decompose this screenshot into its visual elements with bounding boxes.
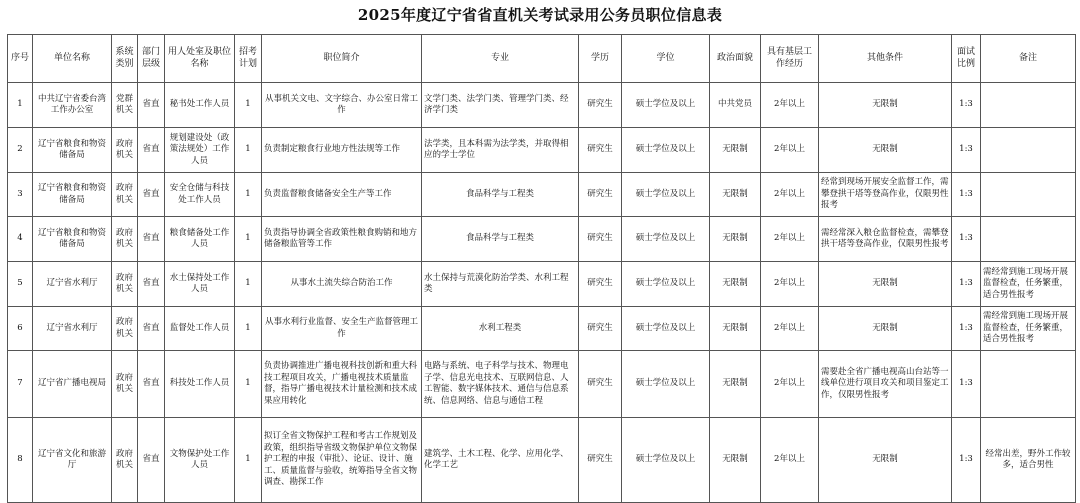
cell-intro: 从事机关文电、文字综合、办公室日常工作 [262, 83, 422, 128]
cell-grassroots: 2年以上 [761, 307, 819, 351]
cell-grassroots: 2年以上 [761, 418, 819, 503]
cell-level: 省直 [138, 351, 165, 418]
cell-no: 4 [8, 217, 33, 262]
table-row [8, 262, 1076, 307]
cell-political: 中共党员 [710, 83, 761, 128]
cell-intro: 负责制定粮食行业地方性法规等工作 [262, 128, 422, 173]
cell-major: 文学门类、法学门类、管理学门类、经济学门类 [422, 83, 579, 128]
cell-degree: 硕士学位及以上 [622, 83, 710, 128]
cell-note [981, 83, 1076, 128]
cell-plan: 1 [235, 307, 262, 351]
header-intro: 职位简介 [262, 35, 422, 83]
cell-political: 无限制 [710, 173, 761, 217]
cell-level: 省直 [138, 307, 165, 351]
cell-grassroots: 2年以上 [761, 262, 819, 307]
table-row [8, 128, 1076, 173]
cell-system: 政府机关 [112, 418, 138, 503]
cell-intro: 拟订全省文物保护工程和考古工作规划及政策，组织指导省级文物保护单位文物保护工程的申报（审批）、论证、设计、施工、质量监督与验收，统筹指导全省文物调查、勘探工作 [262, 418, 422, 503]
cell-political: 无限制 [710, 307, 761, 351]
cell-position: 粮食储备处工作人员 [165, 217, 235, 262]
cell-ratio: 1:3 [952, 307, 981, 351]
cell-other: 无限制 [819, 307, 952, 351]
cell-degree: 硕士学位及以上 [622, 307, 710, 351]
cell-ratio: 1:3 [952, 173, 981, 217]
header-system: 系统类别 [112, 35, 138, 83]
cell-level: 省直 [138, 83, 165, 128]
cell-note [981, 173, 1076, 217]
cell-degree: 硕士学位及以上 [622, 262, 710, 307]
header-political: 政治面貌 [710, 35, 761, 83]
header-position: 用人处室及职位名称 [165, 35, 235, 83]
cell-degree: 硕士学位及以上 [622, 217, 710, 262]
cell-plan: 1 [235, 217, 262, 262]
cell-major: 法学类，且本科需为法学类，并取得相应的学士学位 [422, 128, 579, 173]
cell-political: 无限制 [710, 418, 761, 503]
cell-unit: 辽宁省粮食和物资储备局 [33, 173, 112, 217]
cell-edu: 研究生 [579, 262, 622, 307]
header-edu: 学历 [579, 35, 622, 83]
cell-intro: 从事水土流失综合防治工作 [262, 262, 422, 307]
cell-position: 秘书处工作人员 [165, 83, 235, 128]
cell-intro: 从事水利行业监督、安全生产监督管理工作 [262, 307, 422, 351]
cell-unit: 辽宁省广播电视局 [33, 351, 112, 418]
cell-no: 3 [8, 173, 33, 217]
cell-ratio: 1:3 [952, 83, 981, 128]
cell-political: 无限制 [710, 262, 761, 307]
cell-major: 水利工程类 [422, 307, 579, 351]
cell-edu: 研究生 [579, 307, 622, 351]
cell-plan: 1 [235, 83, 262, 128]
cell-unit: 辽宁省水利厅 [33, 262, 112, 307]
cell-unit: 中共辽宁省委台湾工作办公室 [33, 83, 112, 128]
cell-position: 科技处工作人员 [165, 351, 235, 418]
cell-position: 水土保持处工作人员 [165, 262, 235, 307]
cell-other: 无限制 [819, 418, 952, 503]
cell-major: 电路与系统、电子科学与技术、物理电子学、信息光电技术、互联网信息、人工智能、数字媒体技术、通信与信息系统、信息网络、信息与通信工程 [422, 351, 579, 418]
cell-intro: 负责监督粮食储备安全生产等工作 [262, 173, 422, 217]
cell-no: 7 [8, 351, 33, 418]
cell-system: 政府机关 [112, 217, 138, 262]
cell-degree: 硕士学位及以上 [622, 173, 710, 217]
cell-unit: 辽宁省水利厅 [33, 307, 112, 351]
cell-no: 8 [8, 418, 33, 503]
cell-major: 食品科学与工程类 [422, 217, 579, 262]
cell-intro: 负责协调推进广播电视科技创新和重大科技工程项目攻关，广播电视技术质量监督，指导广播电视技术计量检测和技术成果应用转化 [262, 351, 422, 418]
header-unit: 单位名称 [33, 35, 112, 83]
cell-position: 文物保护处工作人员 [165, 418, 235, 503]
cell-unit: 辽宁省粮食和物资储备局 [33, 217, 112, 262]
cell-system: 政府机关 [112, 173, 138, 217]
cell-system: 政府机关 [112, 262, 138, 307]
header-level: 部门层级 [138, 35, 165, 83]
cell-ratio: 1:3 [952, 128, 981, 173]
cell-degree: 硕士学位及以上 [622, 128, 710, 173]
header-row [8, 35, 1076, 83]
cell-plan: 1 [235, 262, 262, 307]
cell-note [981, 128, 1076, 173]
header-grassroots: 具有基层工作经历 [761, 35, 819, 83]
header-ratio: 面试比例 [952, 35, 981, 83]
cell-political: 无限制 [710, 128, 761, 173]
cell-level: 省直 [138, 217, 165, 262]
cell-no: 6 [8, 307, 33, 351]
table-row [8, 307, 1076, 351]
cell-edu: 研究生 [579, 217, 622, 262]
cell-ratio: 1:3 [952, 418, 981, 503]
table-row [8, 217, 1076, 262]
cell-grassroots: 2年以上 [761, 217, 819, 262]
header-no: 序号 [8, 35, 33, 83]
cell-major: 水土保持与荒漠化防治学类、水利工程类 [422, 262, 579, 307]
cell-edu: 研究生 [579, 418, 622, 503]
header-note: 备注 [981, 35, 1076, 83]
cell-major: 食品科学与工程类 [422, 173, 579, 217]
cell-plan: 1 [235, 128, 262, 173]
cell-grassroots: 2年以上 [761, 128, 819, 173]
cell-ratio: 1:3 [952, 262, 981, 307]
table-row [8, 351, 1076, 418]
cell-unit: 辽宁省文化和旅游厅 [33, 418, 112, 503]
cell-grassroots: 2年以上 [761, 351, 819, 418]
header-major: 专业 [422, 35, 579, 83]
cell-position: 监督处工作人员 [165, 307, 235, 351]
cell-political: 无限制 [710, 351, 761, 418]
cell-ratio: 1:3 [952, 351, 981, 418]
cell-other: 经常到现场开展安全监督工作，需攀登拱干塔等登高作业，仅限男性报考 [819, 173, 952, 217]
header-plan: 招考计划 [235, 35, 262, 83]
cell-other: 无限制 [819, 83, 952, 128]
header-degree: 学位 [622, 35, 710, 83]
cell-other: 需要赴全省广播电视高山台站等一线单位进行项目攻关和项目鉴定工作，仅限男性报考 [819, 351, 952, 418]
cell-no: 5 [8, 262, 33, 307]
cell-note: 经常出差，野外工作较多，适合男性 [981, 418, 1076, 503]
cell-system: 政府机关 [112, 128, 138, 173]
cell-ratio: 1:3 [952, 217, 981, 262]
cell-other: 无限制 [819, 128, 952, 173]
cell-system: 党群机关 [112, 83, 138, 128]
page-title: 2025年度辽宁省省直机关考试录用公务员职位信息表 [357, 6, 723, 24]
cell-plan: 1 [235, 418, 262, 503]
cell-major: 建筑学、土木工程、化学、应用化学、化学工艺 [422, 418, 579, 503]
cell-intro: 负责指导协调全省政策性粮食购销和地方储备粮监管等工作 [262, 217, 422, 262]
cell-no: 2 [8, 128, 33, 173]
cell-level: 省直 [138, 418, 165, 503]
cell-grassroots: 2年以上 [761, 173, 819, 217]
cell-level: 省直 [138, 128, 165, 173]
cell-degree: 硕士学位及以上 [622, 351, 710, 418]
cell-position: 安全仓储与科技处工作人员 [165, 173, 235, 217]
cell-no: 1 [8, 83, 33, 128]
cell-system: 政府机关 [112, 351, 138, 418]
cell-level: 省直 [138, 262, 165, 307]
cell-note [981, 217, 1076, 262]
cell-plan: 1 [235, 173, 262, 217]
cell-other: 需经常深入粮仓监督检查，需攀登拱干塔等登高作业，仅限男性报考 [819, 217, 952, 262]
header-other: 其他条件 [819, 35, 952, 83]
cell-grassroots: 2年以上 [761, 83, 819, 128]
cell-edu: 研究生 [579, 83, 622, 128]
table-row [8, 418, 1076, 503]
table-row [8, 83, 1076, 128]
table-row [8, 173, 1076, 217]
cell-note: 需经常到施工现场开展监督检查，任务繁重，适合男性报考 [981, 307, 1076, 351]
cell-other: 无限制 [819, 262, 952, 307]
cell-edu: 研究生 [579, 128, 622, 173]
cell-note [981, 351, 1076, 418]
cell-note: 需经常到施工现场开展监督检查，任务繁重，适合男性报考 [981, 262, 1076, 307]
cell-system: 政府机关 [112, 307, 138, 351]
position-table [7, 34, 1076, 503]
cell-political: 无限制 [710, 217, 761, 262]
cell-unit: 辽宁省粮食和物资储备局 [33, 128, 112, 173]
cell-edu: 研究生 [579, 351, 622, 418]
cell-level: 省直 [138, 173, 165, 217]
cell-plan: 1 [235, 351, 262, 418]
cell-position: 规划建设处（政策法规处）工作人员 [165, 128, 235, 173]
cell-degree: 硕士学位及以上 [622, 418, 710, 503]
cell-edu: 研究生 [579, 173, 622, 217]
